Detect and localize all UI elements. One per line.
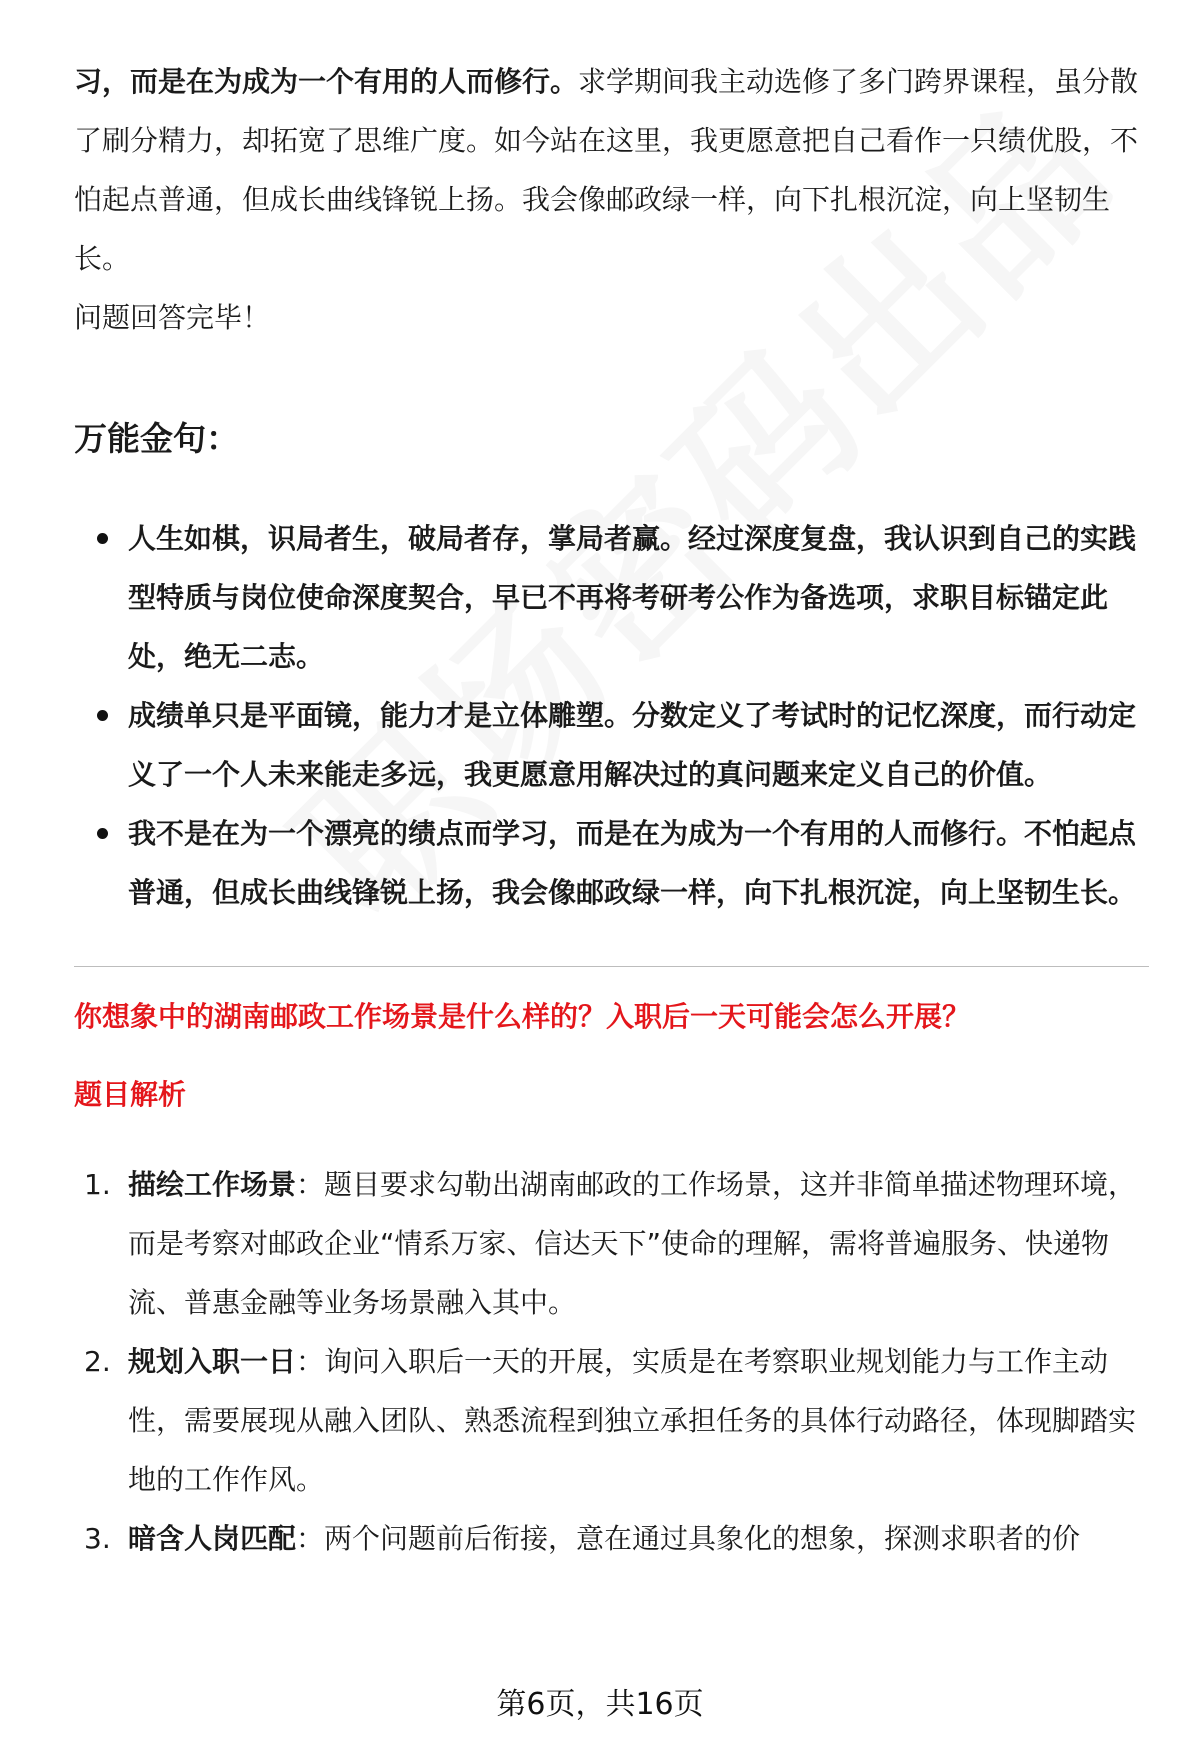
intro-rest-text: 求学期间我主动选修了多门跨界课程，虽分散了刷分精力，却拓宽了思维广度。如今站在这里，我更愿意把自己看作一只绩优股，不怕起点普通，但成长曲线锋锐上扬。我会像邮政绿一样，向下扎根沉淀，向上坚韧生长。 [74,65,1139,275]
item-body: ：询问入职后一天的开展，实质是在考察职业规划能力与工作主动性，需要展现从融入团队、熟悉流程到独立承担任务的具体行动路径，体现脚踏实地的工作作风。 [128,1345,1137,1496]
item-lead: 描绘工作场景 [128,1168,297,1201]
intro-paragraph [74,52,1149,288]
item-number: 2. [84,1345,111,1378]
intro-bold-text: 习，而是在为成为一个有用的人而修行。 [74,65,579,98]
page-number: 第6页，共16页 [496,1687,704,1722]
list-item [74,1332,1149,1509]
bullet-icon [97,710,108,721]
item-number: 1. [84,1168,111,1201]
bullet-icon [97,533,108,544]
analysis-list [74,1155,1149,1568]
analysis-title: 题目解析 [74,1078,187,1111]
item-body: ：题目要求勾勒出湖南邮政的工作场景，这并非简单描述物理环境，而是考察对邮政企业“情系万家、信达天下”使命的理解，需将普遍服务、快递物流、普惠金融等业务场景融入其中。 [128,1168,1137,1319]
golden-quotes-list [74,509,1149,922]
list-item [74,509,1149,686]
item-body: ：两个问题前后衔接，意在通过具象化的想象，探测求职者的价 [296,1522,1081,1555]
list-item [74,804,1149,922]
section-divider [74,966,1149,967]
list-item [74,686,1149,804]
document-page [74,52,1149,1568]
quote-text: 人生如棋，识局者生，破局者存，掌局者赢。经过深度复盘，我认识到自己的实践型特质与岗位使命深度契合，早已不再将考研考公作为备选项，求职目标锚定此处，绝无二志。 [128,522,1137,673]
golden-quotes-title: 万能金句： [74,419,239,458]
list-item [74,1155,1149,1332]
item-lead: 暗含人岗匹配 [128,1522,297,1555]
item-lead: 规划入职一日 [128,1345,297,1378]
bullet-icon [97,828,108,839]
question-heading: 你想象中的湖南邮政工作场景是什么样的？入职后一天可能会怎么开展？ [74,1000,971,1033]
item-number: 3. [84,1522,111,1555]
answer-end-line: 问题回答完毕！ [74,301,271,334]
list-item [74,1509,1149,1568]
quote-text: 我不是在为一个漂亮的绩点而学习，而是在为成为一个有用的人而修行。不怕起点普通，但成长曲线锋锐上扬，我会像邮政绿一样，向下扎根沉淀，向上坚韧生长。 [128,817,1137,909]
quote-text: 成绩单只是平面镜，能力才是立体雕塑。分数定义了考试时的记忆深度，而行动定义了一个人未来能走多远，我更愿意用解决过的真问题来定义自己的价值。 [128,699,1137,791]
